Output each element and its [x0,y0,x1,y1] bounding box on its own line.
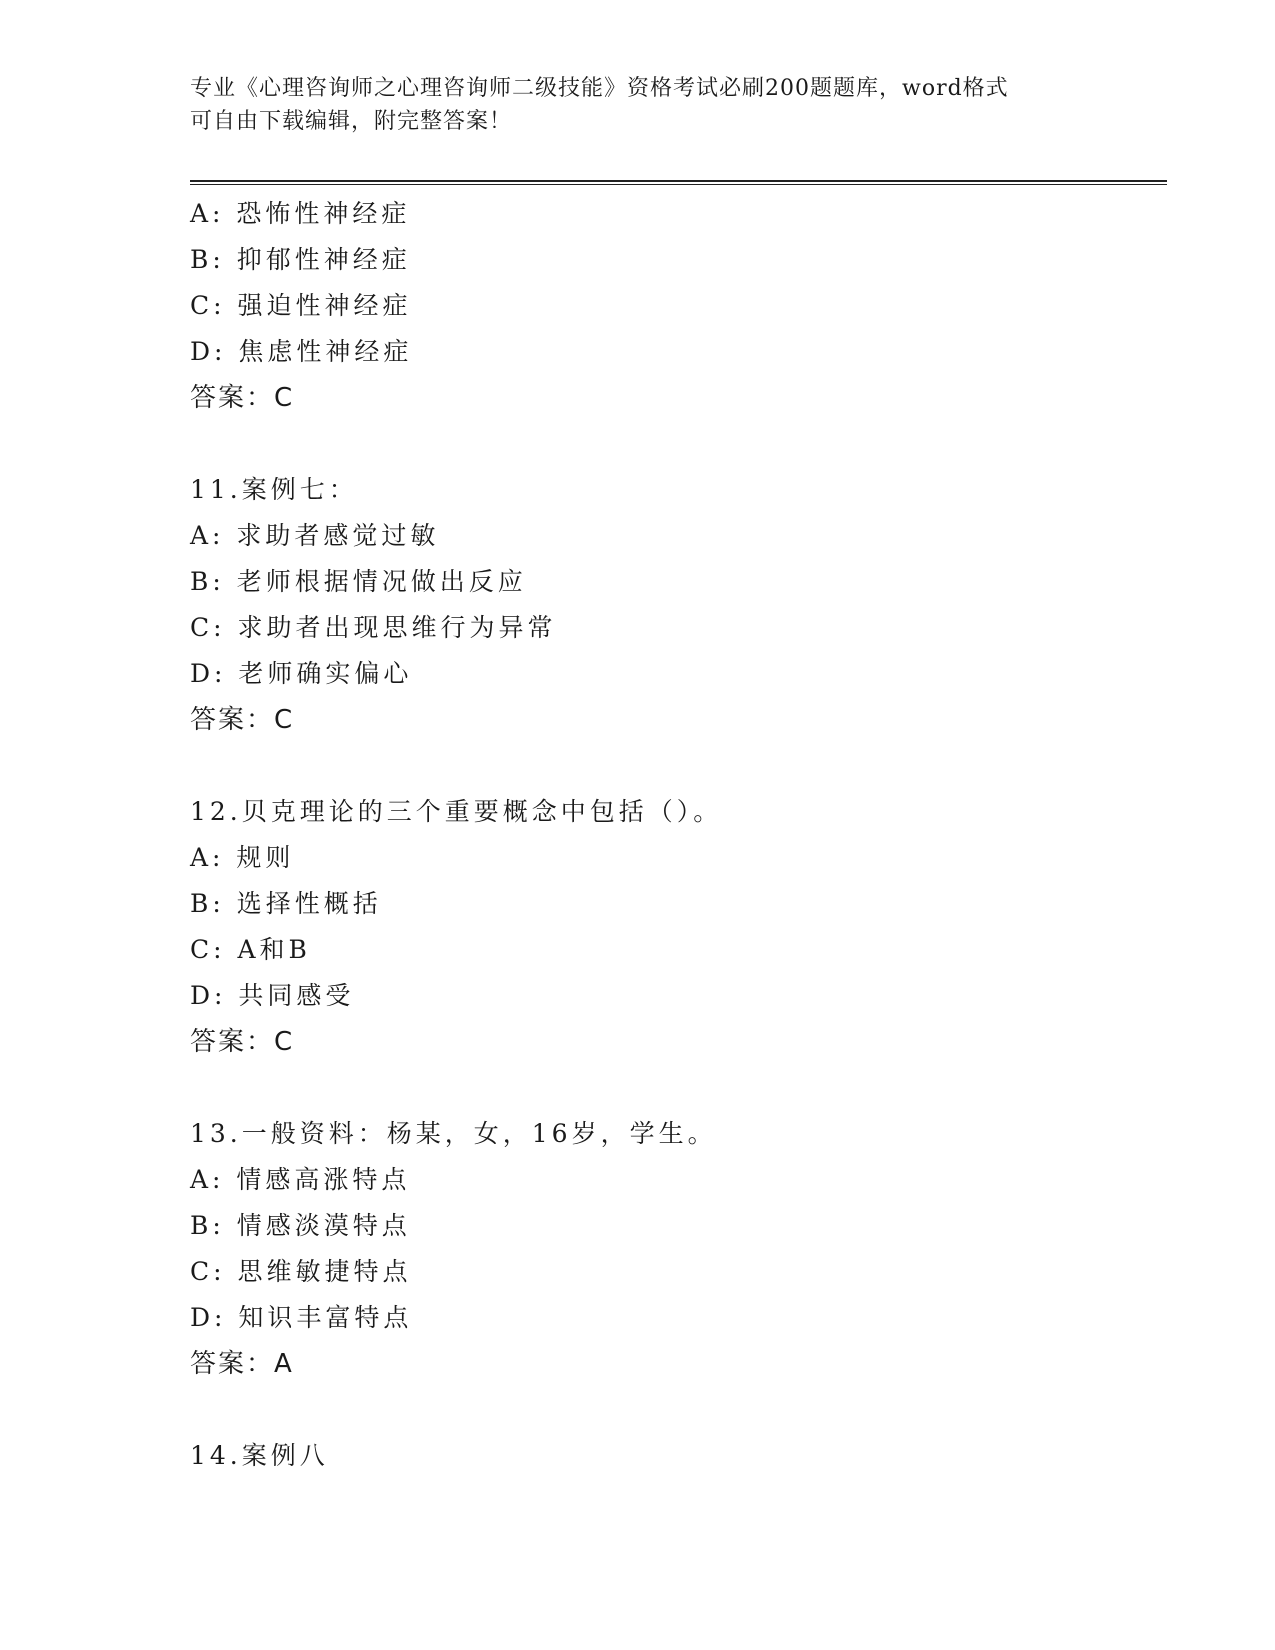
option-a: A: 规则 [190,843,295,872]
question-title: 12.贝克理论的三个重要概念中包括（）。 [190,797,723,826]
question-title: 14.案例八 [190,1441,329,1470]
option-a: A: 情感高涨特点 [190,1165,411,1194]
option-a: A: 求助者感觉过敏 [190,521,440,550]
spacer [190,743,1150,789]
header-line-2: 可自由下载编辑，附完整答案！ [190,109,513,134]
question-10 [190,191,1150,421]
option-b: B: 情感淡漠特点 [190,1211,411,1240]
question-13 [190,1111,1150,1387]
answer: 答案：C [190,383,295,413]
header-line-1: 专业《心理咨询师之心理咨询师二级技能》资格考试必刷200题题库，word格式 [190,76,1009,101]
question-12 [190,789,1150,1065]
spacer [190,1065,1150,1111]
question-list [190,191,1150,1479]
question-title: 13.一般资料：杨某，女，16岁，学生。 [190,1119,717,1148]
option-c: C: 强迫性神经症 [190,291,412,320]
option-b: B: 抑郁性神经症 [190,245,411,274]
option-b: B: 老师根据情况做出反应 [190,567,527,596]
option-d: D: 共同感受 [190,981,355,1010]
option-c: C: 思维敏捷特点 [190,1257,412,1286]
answer: 答案：C [190,705,295,735]
question-14 [190,1433,1150,1479]
option-d: D: 焦虑性神经症 [190,337,413,366]
document-header [190,72,1090,138]
option-a: A: 恐怖性神经症 [190,199,411,228]
spacer [190,421,1150,467]
option-c: C: A和B [190,935,311,964]
question-11 [190,467,1150,743]
question-title: 11.案例七： [190,475,358,504]
spacer [190,1387,1150,1433]
option-c: C: 求助者出现思维行为异常 [190,613,557,642]
option-b: B: 选择性概括 [190,889,382,918]
answer: 答案：C [190,1027,295,1057]
answer: 答案：A [190,1349,294,1379]
option-d: D: 老师确实偏心 [190,659,413,688]
option-d: D: 知识丰富特点 [190,1303,413,1332]
header-divider [190,180,1167,185]
